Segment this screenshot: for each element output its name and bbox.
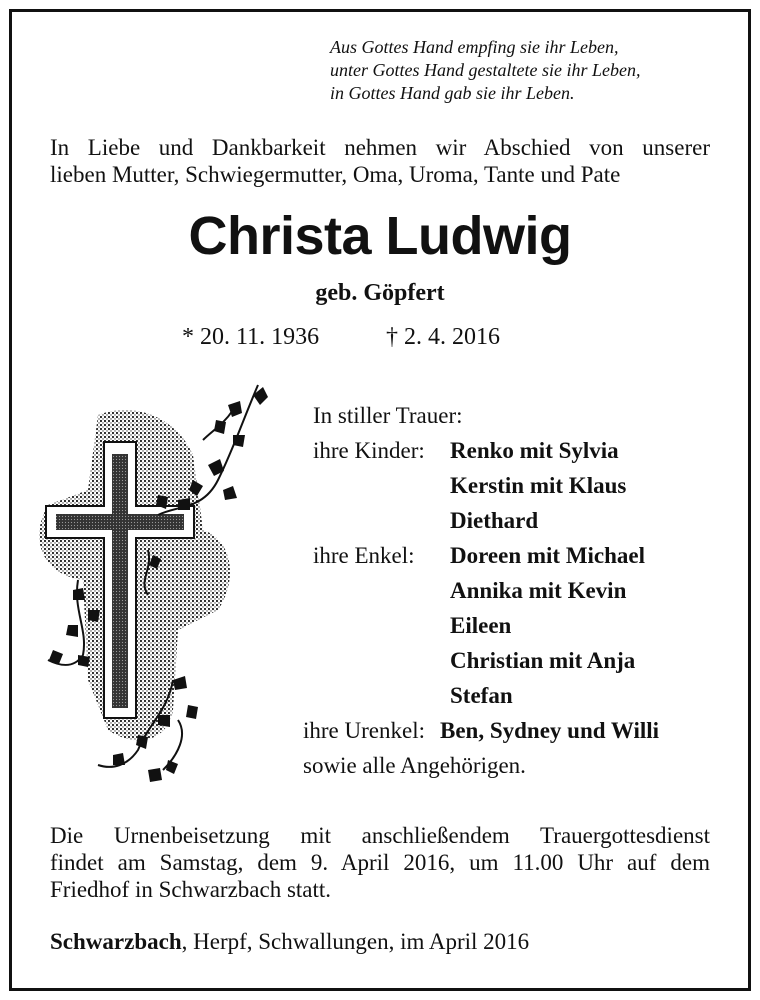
mourner-row	[303, 713, 659, 748]
motto-line: unter Gottes Hand gestaltete sie ihr Leben,	[330, 60, 641, 80]
mourner-names: Ben, Sydney und Willi	[440, 718, 660, 743]
motto-line: Aus Gottes Hand empfing sie ihr Leben,	[330, 37, 619, 57]
mourner-row	[313, 608, 669, 643]
mourner-names: Eileen	[450, 613, 512, 638]
place-rest: , Herpf, Schwallungen, im April 2016	[181, 929, 530, 954]
birth-date: * 20. 11. 1936	[182, 324, 320, 350]
burial-line: Die Urnenbeisetzung mit anschließendem Trauergottesdienst	[50, 823, 710, 848]
mourners-closing: sowie alle Angehörigen.	[303, 753, 526, 778]
mourner-label: ihre Enkel:	[313, 543, 415, 568]
mourner-names: Annika mit Kevin	[450, 578, 627, 603]
intro-text	[50, 134, 710, 188]
mourner-row	[313, 678, 669, 713]
place-date	[50, 929, 529, 955]
mourners-block	[303, 398, 669, 783]
maiden-name: geb. Göpfert	[315, 280, 445, 306]
mourner-row	[313, 643, 669, 678]
cross-illustration	[28, 380, 278, 800]
mourner-names: Renko mit Sylvia	[450, 438, 619, 463]
intro-line: lieben Mutter, Schwiegermutter, Oma, Uroma, Tante und Pate	[50, 162, 621, 187]
death-date: † 2. 4. 2016	[386, 324, 500, 350]
intro-line: In Liebe und Dankbarkeit nehmen wir Abschied von unserer	[50, 135, 710, 160]
mourner-row	[313, 468, 669, 503]
mourner-label: ihre Kinder:	[313, 438, 425, 463]
burial-line: findet am Samstag, dem 9. April 2016, um 11.00 Uhr auf dem	[50, 850, 710, 875]
mourner-names: Diethard	[450, 508, 539, 533]
mourner-names: Christian mit Anja	[450, 648, 636, 673]
place-main: Schwarzbach	[50, 929, 182, 954]
mourner-label: ihre Urenkel:	[303, 718, 425, 743]
burial-info	[50, 822, 710, 903]
burial-line: Friedhof in Schwarzbach statt.	[50, 877, 332, 902]
motto-line: in Gottes Hand gab sie ihr Leben.	[330, 83, 575, 103]
mourner-names: Kerstin mit Klaus	[450, 473, 627, 498]
mourner-names: Doreen mit Michael	[450, 543, 646, 568]
deceased-name: Christa Ludwig	[188, 206, 572, 266]
mourners-heading: In stiller Trauer:	[313, 403, 463, 428]
mourner-row	[313, 573, 669, 608]
motto-verse	[330, 36, 640, 105]
mourner-row	[313, 538, 669, 573]
mourner-row	[313, 433, 669, 468]
mourner-row	[313, 503, 669, 538]
mourner-names: Stefan	[450, 683, 513, 708]
